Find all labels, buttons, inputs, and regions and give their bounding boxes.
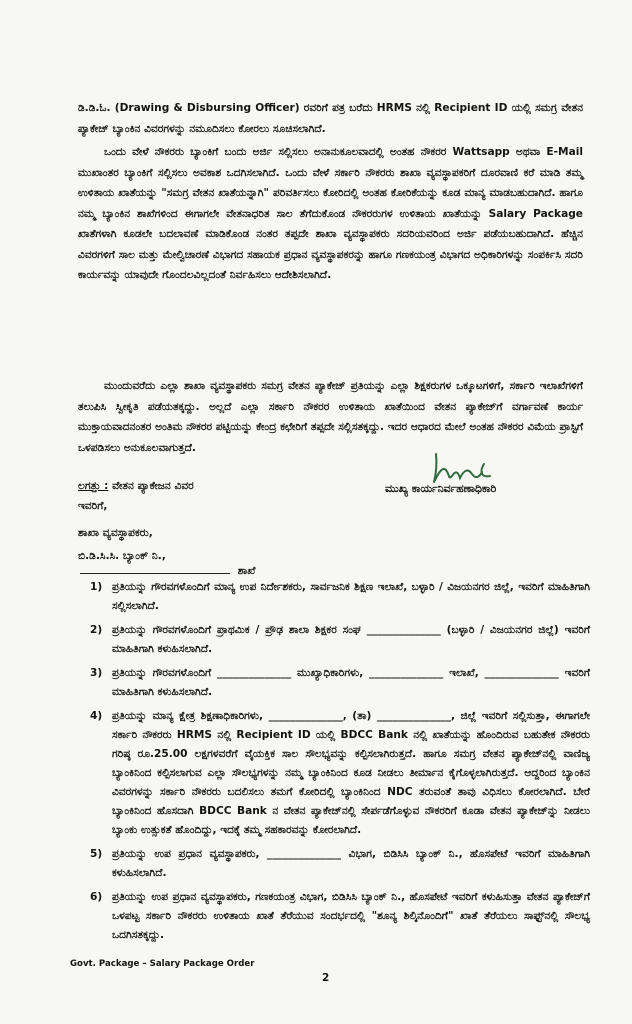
- copy-to-list: [90, 578, 590, 950]
- copy-number: 6): [90, 891, 103, 903]
- signature-mark: [428, 450, 498, 486]
- branch-line: [80, 563, 255, 578]
- copy-number: 2): [90, 624, 103, 636]
- list-item: [90, 845, 590, 883]
- branch-label: ಶಾಖೆ: [237, 565, 256, 577]
- paragraph-branch-manager-directions: ಮುಂದುವರೆದು ಎಲ್ಲಾ ಶಾಖಾ ವ್ಯವಸ್ಥಾಪಕರು ಸಮಗ್ರ ವೇತನ ಪ್ಯಾಕೇಜ್ ಪ್ರತಿಯನ್ನು ಎಲ್ಲಾ ಶಿಕ್ಷಕರುಗಳ ಒಕ್ಕೂಟಗಳಿಗೆ, ಸರ್ಕಾರಿ ಇಲಾಖೆಗಳಿಗೆ ತಲುಪಿಸಿ ಸ್ವೀಕೃತಿ ಪಡೆಯತಕ್ಕದ್ದು. ಅಲ್ಲದೆ ಎಲ್ಲಾ ಸರ್ಕಾರಿ ನೌಕರರ ಉಳಿತಾಯ ಖಾತೆಯಿಂದ ವೇತನ ಪ್ಯಾಕೇಜ್‌ಗೆ ವರ್ಗಾವಣೆ ಕಾರ್ಯ ಮುಕ್ತಾಯವಾದನಂತರ ಅಂತಿಮ ನೌಕರರ ಪಟ್ಟಿಯನ್ನು ಕೇಂದ್ರ ಕಛೇರಿಗೆ ತಪ್ಪದೇ ಸಲ್ಲಿಸತಕ್ಕದ್ದು. ಇದರ ಆಧಾರದ ಮೇಲೆ ಅಂತಹ ನೌಕರರ ವಿಮೆಯ ಪ್ರಾಸ್ಟಿಗೆ ಒಳಪಡಿಸಲು ಅನುಕೂಲವಾಗುತ್ತದೆ.: [78, 380, 583, 454]
- enclosure-heading: ಲಗತ್ತು :: [78, 480, 109, 492]
- signatory-title: ಮುಖ್ಯ ಕಾರ್ಯನಿರ್ವಹಣಾಧಿಕಾರಿ: [385, 482, 497, 495]
- copy-number: 1): [90, 581, 103, 593]
- recipient-designation: ಶಾಖಾ ವ್ಯವಸ್ಥಾಪಕರು,: [78, 527, 153, 539]
- footer-document-title: Govt. Package – Salary Package Order: [70, 959, 255, 969]
- list-item: [90, 888, 590, 945]
- copy-text: ಪ್ರತಿಯನ್ನು ಗೌರವಗಳೊಂದಿಗೆ ಪ್ರಾಥಮಿಕ / ಪ್ರೌಢ ಶಾಲಾ ಶಿಕ್ಷಕರ ಸಂಘ ______________ (ಬಳ್ಳಾರಿ / ವಿಜಯನಗರ ಜಿಲ್ಲೆ) ಇವರಿಗೆ ಮಾಹಿತಿಗಾಗಿ ಕಳುಹಿಸಲಾಗಿದೆ.: [112, 624, 590, 655]
- copy-text: ಪ್ರತಿಯನ್ನು ಗೌರವಗಳೊಂದಿಗೆ ಮಾನ್ಯ ಉಪ ನಿರ್ದೇಶಕರು, ಸಾರ್ವಜನಿಕ ಶಿಕ್ಷಣ ಇಲಾಖೆ, ಬಳ್ಳಾರಿ / ವಿಜಯನಗರ ಜಿಲ್ಲೆ, ಇವರಿಗೆ ಮಾಹಿತಿಗಾಗಿ ಸಲ್ಲಿಸಲಾಗಿದೆ.: [112, 581, 590, 612]
- list-item: [90, 621, 590, 659]
- copy-text: ಪ್ರತಿಯನ್ನು ಉಪ ಪ್ರಧಾನ ವ್ಯವಸ್ಥಾಪಕರು, ಗಣಕಯಂತ್ರ ವಿಭಾಗ, ಬಿಡಿಸಿಸಿ ಬ್ಯಾಂಕ್ ನಿ., ಹೊಸಪೇಟೆ ಇವರಿಗೆ ಕಳುಹಿಸುತ್ತಾ ವೇತನ ಪ್ಯಾಕೇಜ್‌ಗೆ ಒಳಪಟ್ಟ ಸರ್ಕಾರಿ ನೌಕರರು ಉಳಿತಾಯ ಖಾತೆ ತೆರೆಯುವ ಸಂದರ್ಭದಲ್ಲಿ "ಶೂನ್ಯ ಶಿಲ್ಕಿನೊಂದಿಗೆ" ಖಾತೆ ತೆರೆಯಲು ಸಾಫ್ಟ್‌ನಲ್ಲಿ ಸೌಲಭ್ಯ ಒದಗಿಸತಕ್ಕದ್ದು.: [112, 891, 590, 941]
- branch-blank: [80, 563, 230, 574]
- recipient-block: [78, 522, 166, 568]
- copy-number: 3): [90, 667, 103, 679]
- paragraph-ddo-instruction: ಡಿ.ಡಿ.ಓ. (Drawing & Disbursing Officer) ರವರಿಗೆ ಪತ್ರ ಬರೆದು HRMS ನಲ್ಲಿ Recipient ID ಯಲ್ಲಿ ಸಮಗ್ರ ವೇತನ ಪ್ಯಾಕೇಜ್ ಬ್ಯಾಂಕಿನ ವಿವರಗಳನ್ನು ನಮೂದಿಸಲು ಕೋರಲು ಸೂಚಿಸಲಾಗಿದೆ.: [78, 102, 583, 135]
- enclosure-line: [78, 476, 194, 496]
- page-number: 2: [322, 972, 330, 984]
- list-item: [90, 707, 590, 840]
- list-item: [90, 578, 590, 616]
- list-item: [90, 664, 590, 702]
- copy-text: ಪ್ರತಿಯನ್ನು ಮಾನ್ಯ ಕ್ಷೇತ್ರ ಶಿಕ್ಷಣಾಧಿಕಾರಿಗಳು, ______________, (ತಾ) ______________, ಜಿಲ್ಲೆ ಇವರಿಗೆ ಸಲ್ಲಿಸುತ್ತಾ, ಈಗಾಗಲೇ ಸರ್ಕಾರಿ ನೌಕರರು HRMS ನಲ್ಲಿ Recipient ID ಯಲ್ಲಿ BDCC Bank ನಲ್ಲಿ ಖಾತೆಯನ್ನು ಹೊಂದಿರುವ ಬಹುತೇಕ ನೌಕರರು ಗರಿಷ್ಠ ರೂ.25.00 ಲಕ್ಷಗಳವರೆಗೆ ವೈಯಕ್ತಿಕ ಸಾಲ ಸೌಲಭ್ಯವನ್ನು ಕಲ್ಪಿಸಲಾಗಿರುತ್ತದೆ. ಹಾಗೂ ಸಮಗ್ರ ವೇತನ ಪ್ಯಾಕೇಜ್‌ನಲ್ಲಿ ವಾಣಿಜ್ಯ ಬ್ಯಾಂಕಿನಿಂದ ಕಲ್ಪಿಸಲಾಗುವ ಎಲ್ಲಾ ಸೌಲಭ್ಯಗಳನ್ನು ನಮ್ಮ ಬ್ಯಾಂಕಿನಿಂದ ಕೂಡ ನೀಡಲು ತೀರ್ಮಾನ ಕೈಗೊಳ್ಳಲಾಗಿರುತ್ತದೆ. ಆದ್ದರಿಂದ ಬ್ಯಾಂಕಿನ ವಿವರಗಳನ್ನು ಸರ್ಕಾರಿ ನೌಕರರು ಬದಲಿಸಲು ತಮಗೆ ಕೋರಿದಲ್ಲಿ ಬ್ಯಾಂಕಿನಿಂದ NDC ತರುವಂತೆ ತಾವು ವಿಧಿಸಲು ಕೋರಲಾಗಿದೆ. ಬೇರೆ ಬ್ಯಾಂಕಿನಿಂದ ಹೊಸದಾಗಿ BDCC Bank ನ ವೇತನ ಪ್ಯಾಕೇಜ್‌ನಲ್ಲಿ ಸೇರ್ಪಡೆಗೊಳ್ಳುವ ನೌಕರರಿಗೆ ಕೂಡಾ ವೇತನ ಪ್ಯಾಕೇಜ್‌ನ್ನು ನೀಡಲು ಬ್ಯಾಂಕು ಉತ್ಸುಕತೆ ಹೊಂದಿದ್ದು, ಇದಕ್ಕೆ ತಮ್ಮ ಸಹಕಾರವನ್ನು ಕೋರಲಾಗಿದೆ.: [112, 710, 590, 836]
- copy-number: 5): [90, 848, 103, 860]
- enclosure-block: [78, 476, 194, 516]
- copy-text: ಪ್ರತಿಯನ್ನು ಉಪ ಪ್ರಧಾನ ವ್ಯವಸ್ಥಾಪಕರು, ______________ ವಿಭಾಗ, ಬಿಡಿಸಿಸಿ ಬ್ಯಾಂಕ್ ನಿ., ಹೊಸಪೇಟೆ ಇವರಿಗೆ ಮಾಹಿತಿಗಾಗಿ ಕಳುಹಿಸಲಾಗಿದೆ.: [112, 848, 590, 879]
- enclosure-description: ವೇತನ ಪ್ಯಾಕೇಜನ ವಿವರ: [112, 480, 194, 492]
- addressee-prefix: ಇವರಿಗೆ,: [78, 500, 108, 512]
- copy-number: 4): [90, 710, 103, 722]
- paragraph-application-process: ಒಂದು ವೇಳೆ ನೌಕರರು ಬ್ಯಾಂಕಿಗೆ ಬಂದು ಅರ್ಜಿ ಸಲ್ಲಿಸಲು ಅನಾನುಕೂಲವಾದಲ್ಲಿ ಅಂತಹ ನೌಕರರ Wattsapp ಅಥವಾ E-Mail ಮುಖಾಂತರ ಬ್ಯಾಂಕಿಗೆ ಸಲ್ಲಿಸಲು ಅವಕಾಶ ಒದಗಿಸಲಾಗಿದೆ. ಒಂದು ವೇಳೆ ಸರ್ಕಾರಿ ನೌಕರರು ಶಾಖಾ ವ್ಯವಸ್ಥಾಪಕರಿಗೆ ದೂರವಾಣಿ ಕರೆ ಮಾಡಿ ತಮ್ಮ ಉಳಿತಾಯ ಖಾತೆಯನ್ನು "ಸಮಗ್ರ ವೇತನ ಖಾತೆಯನ್ನಾಗಿ" ಪರಿವರ್ತಿಸಲು ಕೋರಿದಲ್ಲಿ ಅಂತಹ ಕೋರಿಕೆಯನ್ನು ಕೂಡ ಮಾನ್ಯ ಮಾಡಬಹುದಾಗಿದೆ. ಹಾಗೂ ನಮ್ಮ ಬ್ಯಾಂಕಿನ ಶಾಖೆಗಳಿಂದ ಈಗಾಗಲೇ ವೇತನಾಧರಿತ ಸಾಲ ತೆಗೆದುಕೊಂಡ ನೌಕರರುಗಳ ಉಳಿತಾಯ ಖಾತೆಯನ್ನು Salary Package ಖಾತೆಗಳಾಗಿ ಕೂಡಲೇ ಬದಲಾವಣೆ ಮಾಡಿಕೊಂಡ ನಂತರ ತಪ್ಪದೇ ಶಾಖಾ ವ್ಯವಸ್ಥಾಪಕರು ಸದರಿಯವರಿಂದ ಅರ್ಜಿ ಪಡೆಯಬಹುದಾಗಿದೆ. ಹೆಚ್ಚಿನ ವಿವರಗಳಿಗೆ ಸಾಲ ಮತ್ತು ಮೇಲ್ವಿಚಾರಣೆ ವಿಭಾಗದ ಸಹಾಯಕ ಪ್ರಧಾನ ವ್ಯವಸ್ಥಾಪಕರನ್ನು ಹಾಗೂ ಗಣಕಯಂತ್ರ ವಿಭಾಗದ ಅಧಿಕಾರಿಗಳನ್ನು ಸಂಪರ್ಕಿಸಿ ಸದರಿ ಕಾರ್ಯವನ್ನು ಯಾವುದೇ ಗೊಂದಲವಿಲ್ಲದಂತೆ ನಿರ್ವಹಿಸಲು ಆದೇಶಿಸಲಾಗಿದೆ.: [78, 146, 583, 281]
- recipient-bank: ಬಿ.ಡಿ.ಸಿ.ಸಿ. ಬ್ಯಾಂಕ್ ನಿ.,: [78, 550, 166, 562]
- copy-text: ಪ್ರತಿಯನ್ನು ಗೌರವಗಳೊಂದಿಗೆ ______________ ಮುಖ್ಯಾಧಿಕಾರಿಗಳು, ______________ ಇಲಾಖೆ, ______________ ಇವರಿಗೆ ಮಾಹಿತಿಗಾಗಿ ಕಳುಹಿಸಲಾಗಿದೆ.: [112, 667, 590, 698]
